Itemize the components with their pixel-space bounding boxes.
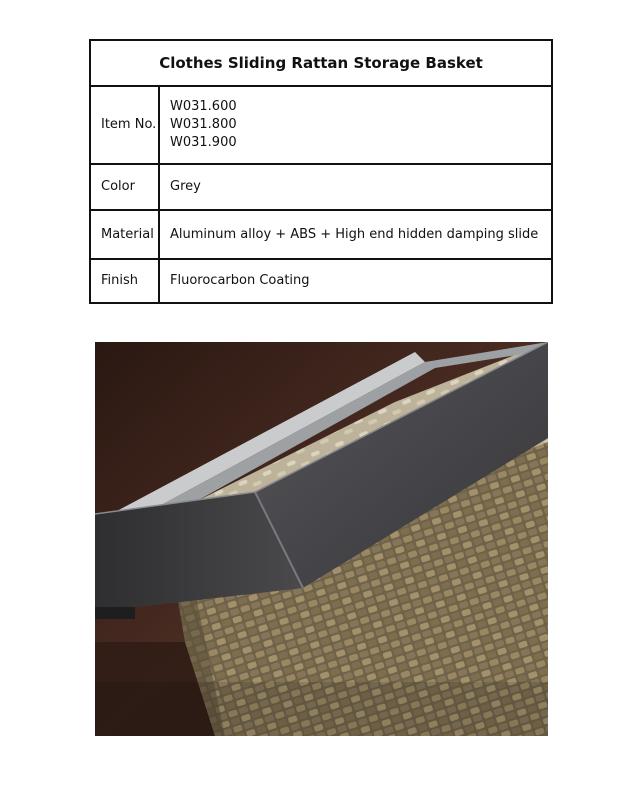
item-number: W031.600 (170, 99, 237, 114)
row-label-material: Material (90, 210, 159, 259)
spec-table (89, 39, 553, 304)
table-row (90, 210, 552, 259)
item-number: W031.800 (170, 117, 237, 132)
rattan-basket-image (95, 342, 548, 736)
item-number: W031.900 (170, 135, 237, 150)
row-value-material: Aluminum alloy + ABS + High end hidden damping slide (159, 210, 552, 259)
table-row (90, 164, 552, 210)
row-label-color: Color (90, 164, 159, 210)
row-label-finish: Finish (90, 259, 159, 303)
row-value-item-no (159, 86, 552, 164)
table-row (90, 259, 552, 303)
table-title-row (90, 40, 552, 86)
table-row (90, 86, 552, 164)
row-label-item-no: Item No. (90, 86, 159, 164)
row-value-finish: Fluorocarbon Coating (159, 259, 552, 303)
row-value-color: Grey (159, 164, 552, 210)
table-title: Clothes Sliding Rattan Storage Basket (90, 40, 552, 86)
product-photo (95, 342, 548, 736)
